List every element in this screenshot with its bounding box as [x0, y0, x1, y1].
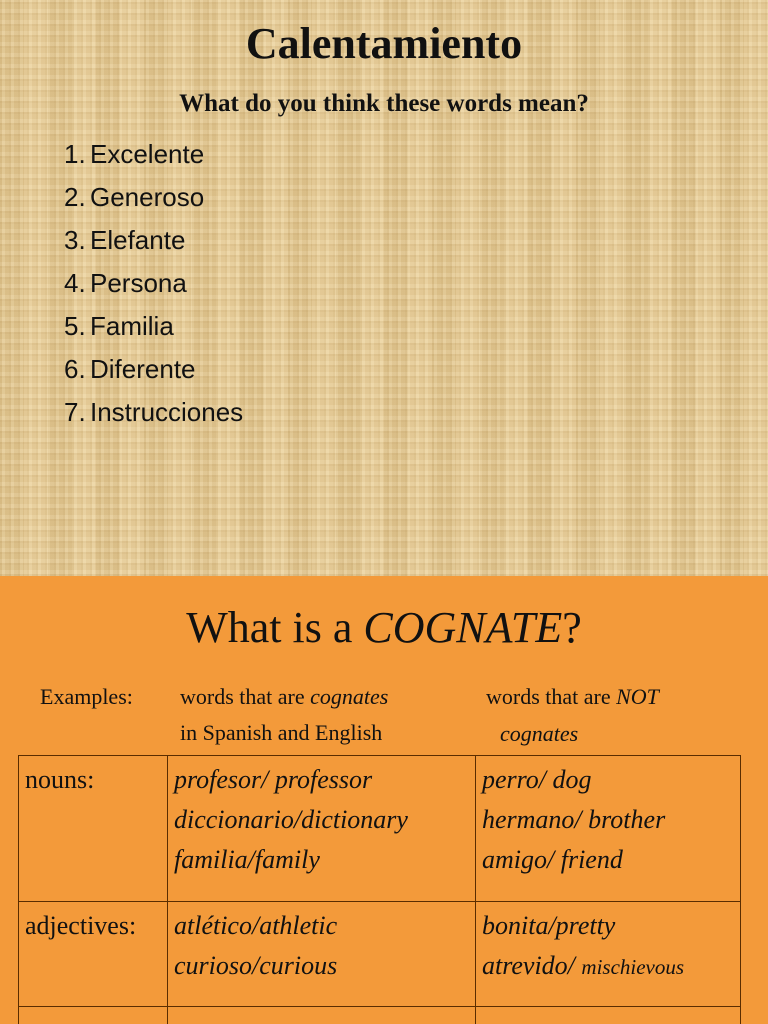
word-list: [64, 133, 243, 434]
table-row: [19, 756, 741, 902]
list-item: 7. Instrucciones: [64, 397, 244, 427]
slide-subtitle: What do you think these words mean?: [179, 90, 589, 117]
not-cognates-header-line2: cognates: [500, 721, 579, 746]
not-cognates-header: words that are NOT: [486, 684, 659, 709]
list-item: 1. Excelente: [64, 139, 205, 169]
not-cognates-cell: perro/ dog hermano/ brother amigo/ friend: [476, 756, 741, 902]
cognates-cell: [168, 1007, 476, 1024]
row-label: [19, 1007, 168, 1024]
list-item: 3. Elefante: [64, 225, 186, 255]
examples-label: Examples:: [40, 684, 133, 709]
table-row: [19, 902, 741, 1007]
cognates-header: words that are cognates: [180, 684, 389, 709]
slide-title: Calentamiento: [245, 19, 523, 68]
list-item: 4. Persona: [64, 268, 187, 298]
slide-title: What is a COGNATE?: [186, 603, 582, 652]
slide-cognates: [0, 576, 768, 1024]
cognates-cell: atlético/athletic curioso/curious: [168, 902, 476, 1007]
cognates-header-line2: in Spanish and English: [180, 720, 383, 745]
not-cognates-cell: [476, 1007, 741, 1024]
table-row: [19, 1007, 741, 1024]
list-item: 5. Familia: [64, 311, 174, 341]
cognates-table: [18, 755, 741, 1024]
not-cognates-cell: bonita/pretty atrevido/ mischievous: [476, 902, 741, 1007]
cognates-cell: profesor/ professor diccionario/dictionary familia/family: [168, 756, 476, 902]
row-label: nouns:: [19, 756, 168, 902]
list-item: 6. Diferente: [64, 354, 196, 384]
row-label: adjectives:: [19, 902, 168, 1007]
list-item: 2. Generoso: [64, 182, 205, 212]
